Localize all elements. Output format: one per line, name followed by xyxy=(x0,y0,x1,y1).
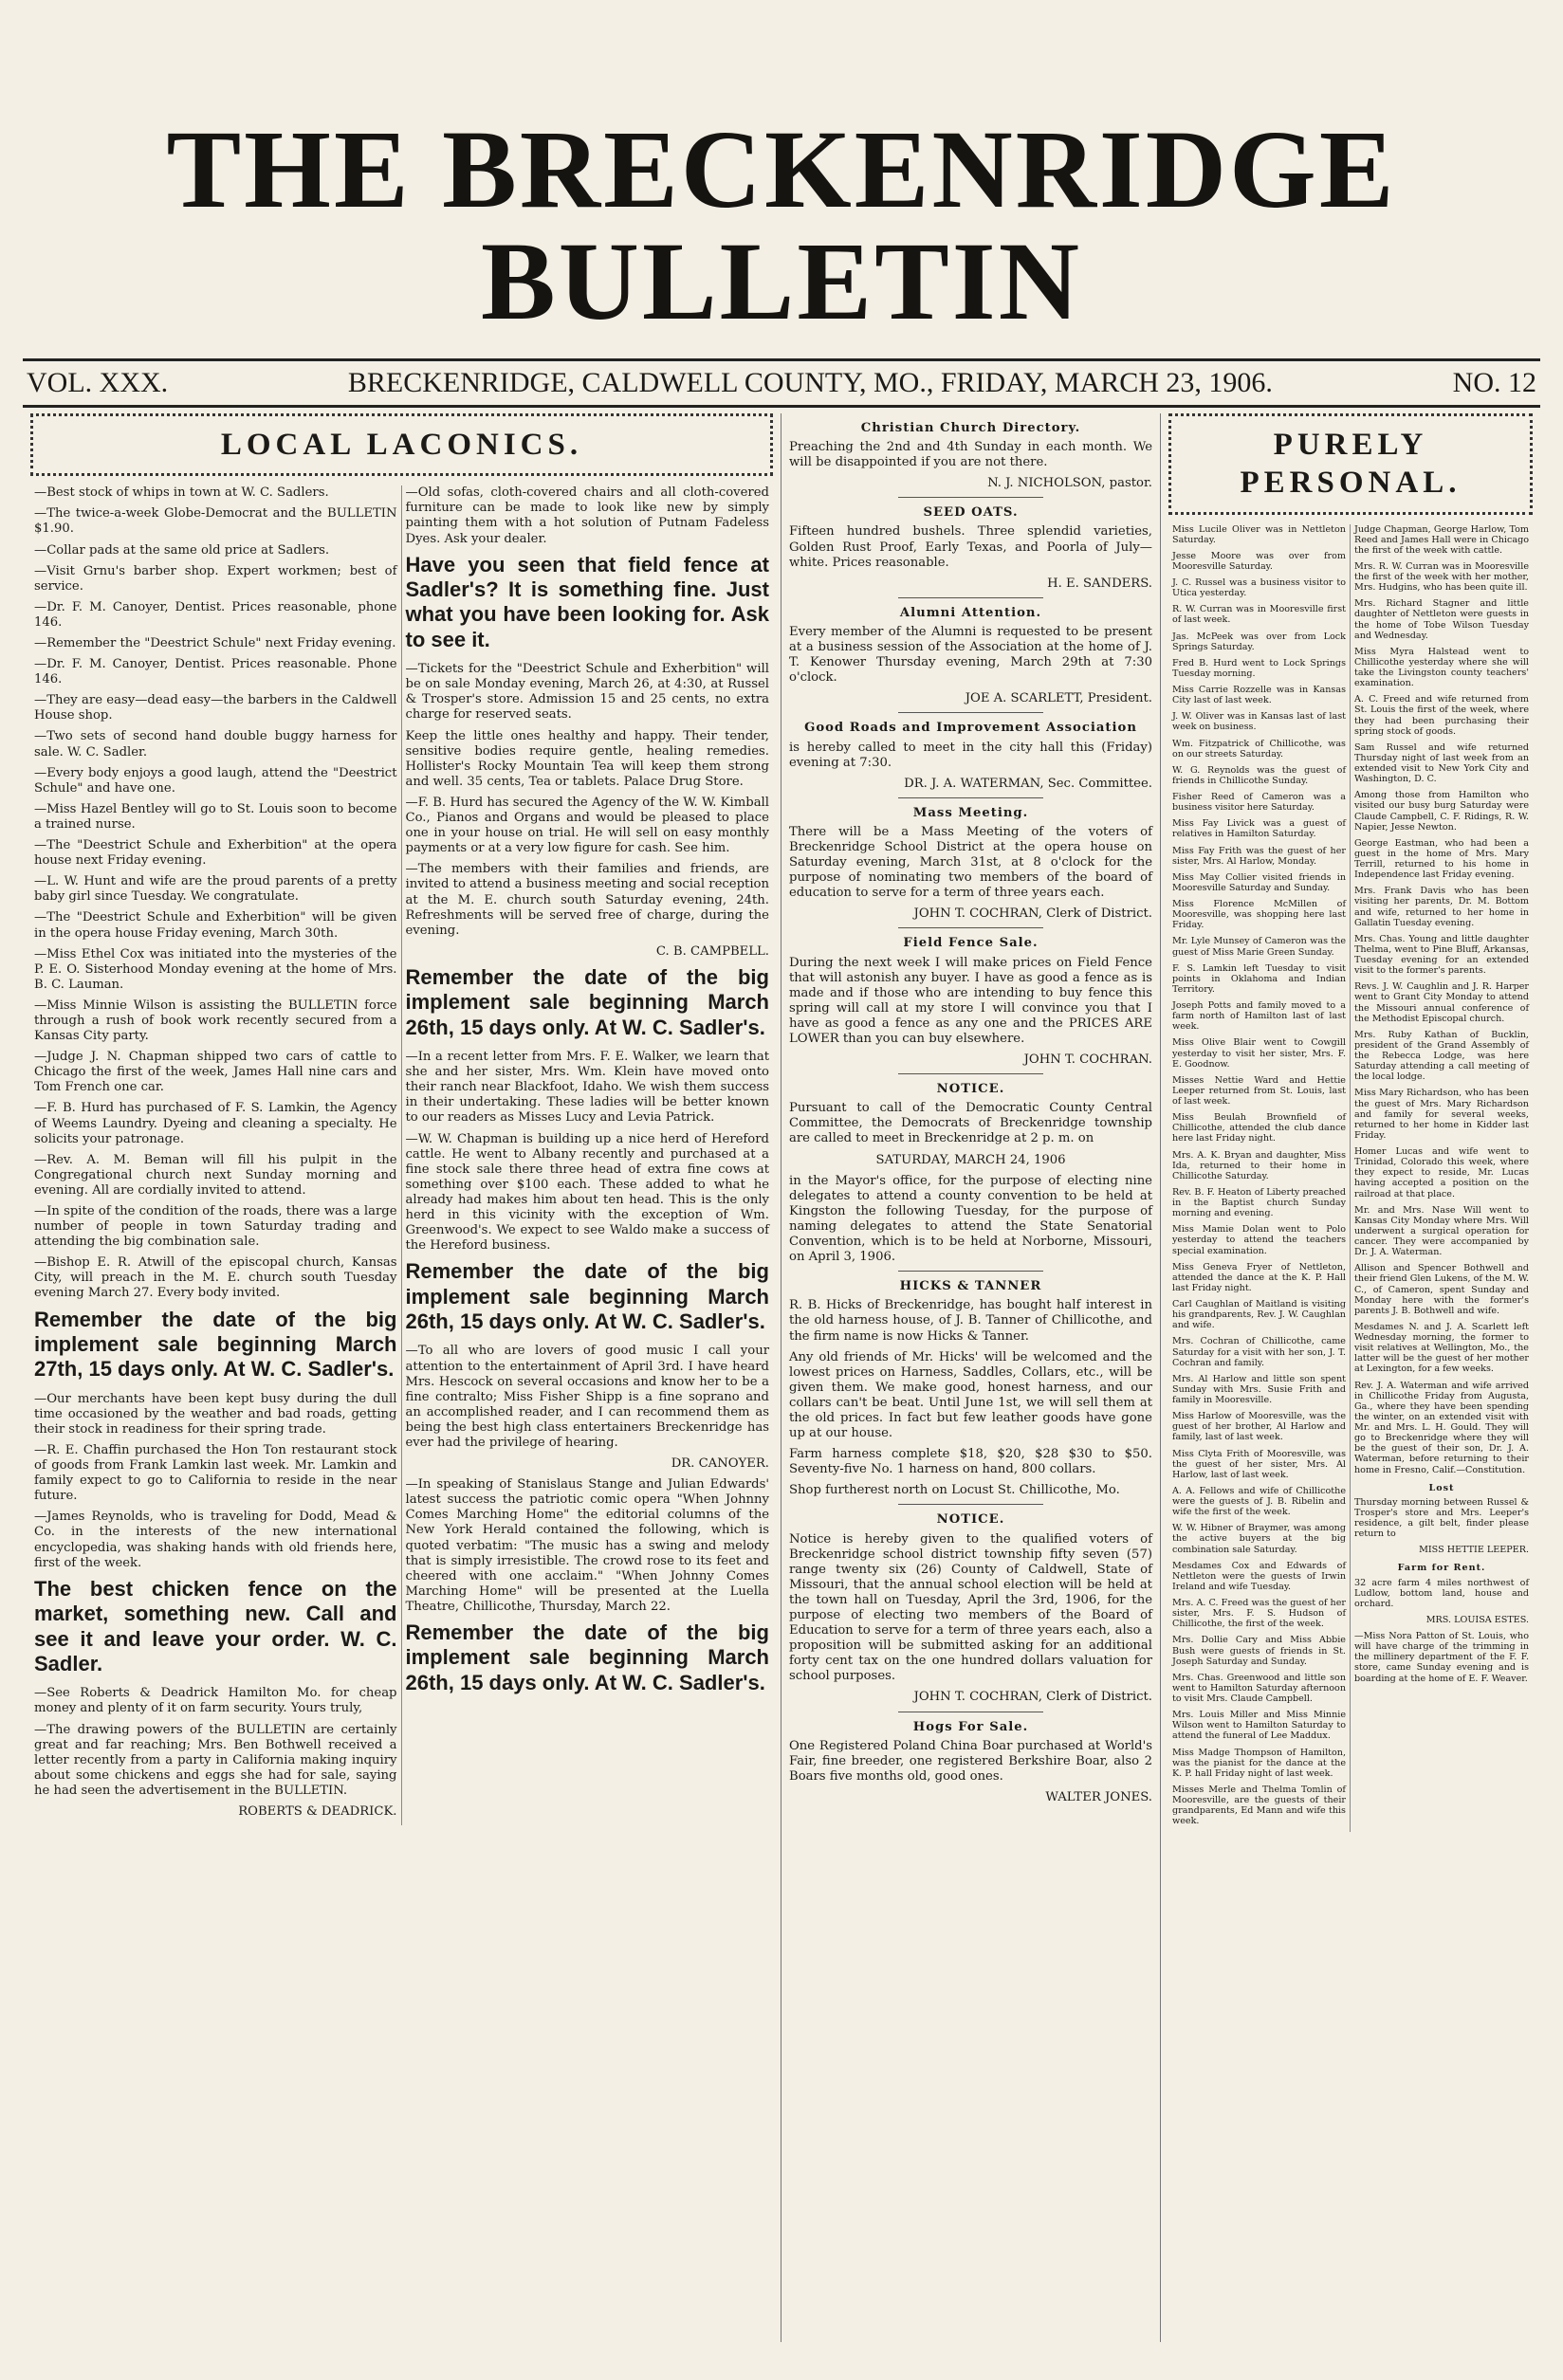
purely-personal-heading: PURELY PERSONAL. xyxy=(1168,413,1533,515)
alumni-text: Every member of the Alumni is requested to be present at a business session of the Association at the home of J. T. Kenower Thursday evening, March 29th at 7:30 o'clock. xyxy=(789,624,1152,686)
news-item: Carl Caughlan of Maitland is visiting his grandparents, Rev. J. W. Caughlan and wife. xyxy=(1172,1299,1346,1331)
news-item: Jas. McPeek was over from Lock Springs Saturday. xyxy=(1172,631,1346,652)
farm-rent-title: Farm for Rent. xyxy=(1397,1563,1486,1574)
dateline xyxy=(23,358,1540,408)
news-item: —Rev. A. M. Beman will fill his pulpit in the Congregational church next Sunday morning and evening. All are cordially invited to attend. xyxy=(34,1152,397,1198)
news-item: Homer Lucas and wife went to Trinidad, Colorado this week, where they expect to reside, Mr. Lucas having accepted a position on the railroad at that place. xyxy=(1354,1146,1529,1199)
local-items-a xyxy=(34,485,397,1301)
alumni-title: Alumni Attention. xyxy=(899,605,1042,620)
newspaper-page xyxy=(23,19,1540,2342)
news-item: Rev. J. A. Waterman and wife arrived in Chillicothe Friday from Augusta, Ga., where they have been spending the winter, on an extended visit with Mr. and Mrs. L. H. Gould. They will go to Breckenridge where they will be the guest of their son, Dr. J. A. Waterman, before returning to their home in Fresno, Calif.—Constitution. xyxy=(1354,1380,1529,1475)
personal-items-b xyxy=(1354,524,1529,1475)
fence-sale-text: During the next week I will make prices on Field Fence that will astonish any buyer. I have as good a fence as is made and if those who are intending to buy fence this spring will call at my store I will convince you that I have as good a fence as any one and the PRICES ARE LOWER than you can buy elsewhere. xyxy=(789,955,1152,1046)
mass-meeting-text: There will be a Mass Meeting of the voters of Breckenridge School District at the opera house on Saturday evening, March 31st, at 8 o'clock for the purpose of nominating two members of the board of education to serve for a term of three years each. xyxy=(789,824,1152,901)
local-laconics-heading: LOCAL LACONICS. xyxy=(30,413,773,476)
news-item: Fisher Reed of Cameron was a business visitor here Saturday. xyxy=(1172,792,1346,814)
news-item: Judge Chapman, George Harlow, Tom Reed and James Hall were in Chicago the first of the week with cattle. xyxy=(1354,523,1529,556)
news-item: Joseph Potts and family moved to a farm north of Hamilton last of last week. xyxy=(1172,1000,1346,1033)
implement-sale-ad-4: Remember the date of the big implement sale beginning March 26th, 15 days only. At W. C. Sadler's. xyxy=(405,1620,769,1694)
news-item: Mrs. Al Harlow and little son spent Sunday with Mrs. Susie Frith and family in Mooresville. xyxy=(1172,1373,1346,1405)
local-items-b5 xyxy=(406,1477,770,1615)
local-laconics-section xyxy=(23,413,782,2342)
news-item: —L. W. Hunt and wife are the proud parents of a pretty baby girl since Tuesday. We congratulate. xyxy=(34,874,397,905)
good-roads-text: is hereby called to meet in the city hall this (Friday) evening at 7:30. xyxy=(789,740,1152,770)
hicks-tanner-text-4: Shop furtherest north on Locust St. Chillicothe, Mo. xyxy=(789,1483,1120,1498)
news-item: Allison and Spencer Bothwell and their friend Glen Lukens, of the M. W. C., of Cameron, spent Sunday and Monday here with the former's parents J. B. Bothwell and wife. xyxy=(1354,1263,1529,1316)
mass-meeting-title: Mass Meeting. xyxy=(912,805,1029,820)
local-items-a2 xyxy=(34,1392,397,1571)
farm-rent-text: 32 acre farm 4 miles northwest of Ludlow, bottom land, house and orchard. xyxy=(1354,1577,1529,1609)
news-item: Miss Harlow of Mooresville, was the guest of her brother, Al Harlow and family, last of last week. xyxy=(1172,1411,1346,1443)
news-item: Mrs. A. K. Bryan and daughter, Miss Ida, returned to their home in Chillicothe Saturday. xyxy=(1172,1149,1346,1181)
news-item: R. W. Curran was in Mooresville first of last week. xyxy=(1172,604,1346,626)
news-item: Wm. Fitzpatrick of Chillicothe, was on our streets Saturday. xyxy=(1172,738,1346,760)
local-items-b2 xyxy=(406,662,770,939)
news-item: Fred B. Hurd went to Lock Springs Tuesday morning. xyxy=(1172,657,1346,679)
news-item: Revs. J. W. Caughlin and J. R. Harper went to Grant City Monday to attend the Missouri annual conference of the Methodist Episcopal church. xyxy=(1354,981,1529,1024)
news-item: Mrs. Chas. Young and little daughter Thelma, went to Pine Bluff, Arkansas, Tuesday evening for an extended visit to the former's parents. xyxy=(1354,933,1529,977)
purely-personal-section xyxy=(1161,413,1540,2342)
notice-text-2: in the Mayor's office, for the purpose of electing nine delegates to attend a county convention to be held at Kingston the following Tuesday, for the purpose of naming delegates to attend the State Senatorial Convention, which is to be held at Norborne, Missouri, on April 3, 1906. xyxy=(789,1173,1152,1265)
news-item: Mrs. Louis Miller and Miss Minnie Wilson went to Hamilton Saturday to attend the funeral of Lee Maddux. xyxy=(1172,1710,1346,1742)
news-item: —See Roberts & Deadrick Hamilton Mo. for cheap money and plenty of it on farm security. Yours truly, xyxy=(34,1686,397,1716)
news-item: —The drawing powers of the BULLETIN are certainly great and far reaching; Mrs. Ben Bothwell received a letter recently from a party in California making inquiry about some chickens and eggs she had for sale, saying he had seen the advertisement in the BULLETIN. xyxy=(34,1722,397,1798)
issue-number: NO. 12 xyxy=(1452,367,1536,398)
news-item: Jesse Moore was over from Mooresville Saturday. xyxy=(1172,550,1346,572)
notices-column xyxy=(782,413,1161,2342)
school-notice-title: NOTICE. xyxy=(936,1512,1005,1528)
news-item: Mrs. Chas. Greenwood and little son went to Hamilton Saturday afternoon to visit Mrs. Claude Campbell. xyxy=(1172,1672,1346,1704)
local-items-b xyxy=(406,485,770,546)
news-item: —R. E. Chaffin purchased the Hon Ton restaurant stock of goods from Frank Lamkin last week. Mr. Lamkin and family expect to go to California to reside in the near future. xyxy=(34,1443,397,1504)
church-directory-title: Christian Church Directory. xyxy=(860,421,1081,435)
news-item: —Two sets of second hand double buggy harness for sale. W. C. Sadler. xyxy=(34,729,397,760)
local-items-b4 xyxy=(406,1344,770,1451)
news-item: —Bishop E. R. Atwill of the episcopal church, Kansas City, will preach in the M. E. church south Tuesday evening March 27. Every body invited. xyxy=(34,1255,397,1301)
location-date: BRECKENRIDGE, CALDWELL COUNTY, MO., FRIDAY, MARCH 23, 1906. xyxy=(347,367,1273,398)
news-item: Misses Nettie Ward and Hettie Leeper returned from St. Louis, last of last week. xyxy=(1172,1074,1346,1107)
news-item: Miss Olive Blair went to Cowgill yesterday to visit her sister, Mrs. F. E. Goodnow. xyxy=(1172,1037,1346,1070)
news-item: —Dr. F. M. Canoyer, Dentist. Prices reasonable, phone 146. xyxy=(34,599,397,630)
field-fence-ad: Have you seen that field fence at Sadler's? It is something fine. Just what you have been looking for. Ask to see it. xyxy=(405,552,769,651)
hogs-signature: WALTER JONES. xyxy=(1045,1789,1152,1804)
news-item: —Old sofas, cloth-covered chairs and all cloth-covered furniture can be made to look like new by simply painting them with a hot solution of Putnam Fadeless Dyes. Ask your dealer. xyxy=(405,485,769,546)
news-item: —Remember the "Deestrict Schule" next Friday evening. xyxy=(34,636,396,650)
news-item: —The "Deestrict Schule and Exherbition" will be given in the opera house Friday evening, March 30th. xyxy=(34,910,397,941)
news-item: —The members with their families and friends, are invited to attend a business meeting and social reception at the M. E. church south Saturday evening, 24th. Refreshments will be served free of charge, during the evening. xyxy=(405,862,769,938)
personal-items-a xyxy=(1172,524,1346,1827)
notice-title: NOTICE. xyxy=(936,1082,1005,1097)
personal-column-left xyxy=(1168,524,1351,1833)
hicks-tanner-text-3: Farm harness complete $18, $20, $28 $30 to $50. Seventy-five No. 1 harness on hand, 800 collars. xyxy=(789,1447,1152,1477)
news-item: Mrs. Cochran of Chillicothe, came Saturday for a visit with her son, J. T. Cochran and family. xyxy=(1172,1336,1346,1368)
news-item: A. C. Freed and wife returned from St. Louis the first of the week, where they had been purchasing their spring stock of goods. xyxy=(1354,694,1529,737)
news-item: George Eastman, who had been a guest in the home of Mrs. Mary Terrill, returned to his home in Independence last Friday evening. xyxy=(1354,837,1529,881)
local-column-left xyxy=(30,485,402,1825)
news-item: —F. B. Hurd has secured the Agency of the W. W. Kimball Co., Pianos and Organs and would be pleased to place one in your house on trial. He will sell on easy monthly payments or at a very low figure for cash. See him. xyxy=(405,795,769,856)
masthead xyxy=(23,19,1540,408)
news-item: Miss Carrie Rozzelle was in Kansas City last of last week. xyxy=(1172,685,1346,706)
news-item: Mesdames N. and J. A. Scarlett left Wednesday morning, the former to visit relatives at Wellington, Mo., the latter will be the guest of her mother at Lexington, for a few weeks. xyxy=(1354,1321,1529,1375)
fence-sale-signature: JOHN T. COCHRAN. xyxy=(1023,1053,1152,1068)
news-item: Miss Geneva Fryer of Nettleton, attended the dance at the K. P. Hall last Friday night. xyxy=(1172,1261,1346,1293)
news-item: —James Reynolds, who is traveling for Dodd, Mead & Co. in the interests of the new international encyclopedia, was shaking hands with old friends here, first of the week. xyxy=(34,1510,397,1570)
news-item: —The twice-a-week Globe-Democrat and the BULLETIN $1.90. xyxy=(34,506,397,537)
news-item: Miss Lucile Oliver was in Nettleton Saturday. xyxy=(1172,523,1346,545)
hicks-tanner-title: HICKS & TANNER xyxy=(899,1279,1042,1294)
good-roads-signature: DR. J. A. WATERMAN, Sec. Committee. xyxy=(904,776,1152,791)
news-item: Among those from Hamilton who visited our busy burg Saturday were Claude Campbell, C. F. Ridings, R. W. Napier, Jesse Newton. xyxy=(1354,790,1529,833)
local-items-a3 xyxy=(34,1686,397,1799)
news-item: W. G. Reynolds was the guest of friends in Chillicothe Sunday. xyxy=(1172,764,1346,786)
news-item: Mrs. Dollie Cary and Miss Abbie Bush were guests of friends in St. Joseph Saturday and Sunday. xyxy=(1172,1635,1346,1667)
lost-title: Lost xyxy=(1428,1482,1455,1493)
seed-oats-title: SEED OATS. xyxy=(923,505,1019,521)
local-column-right xyxy=(402,485,774,1825)
news-item: Miss Florence McMillen of Mooresville, was shopping here last Friday. xyxy=(1172,899,1346,931)
divider xyxy=(898,1271,1043,1272)
volume-label: VOL. XXX. xyxy=(27,367,169,398)
news-item: J. W. Oliver was in Kansas last of last week on business. xyxy=(1172,711,1346,733)
news-item: —Miss Minnie Wilson is assisting the BULLETIN force through a rush of book work recently secured from a Kansas City party. xyxy=(34,998,397,1044)
news-item: Keep the little ones healthy and happy. Their tender, sensitive bodies require gentle, healing remedies. Hollister's Rocky Mountain Tea will keep them strong and well. 35 cents, Tea or tablets. Palace Drug Store. xyxy=(405,728,769,789)
news-item: Rev. B. F. Heaton of Liberty preached in the Baptist church Sunday morning and evening. xyxy=(1172,1186,1346,1219)
news-item: —Visit Grnu's barber shop. Expert workmen; best of service. xyxy=(34,563,397,594)
campbell-signature: C. B. CAMPBELL. xyxy=(655,943,769,959)
implement-sale-ad-3: Remember the date of the big implement sale beginning March 26th, 15 days only. At W. C. Sadler's. xyxy=(405,1259,769,1334)
news-item: Mrs. Richard Stagner and little daughter of Nettleton were guests in the home of Tobe Wilson Tuesday and Wednesday. xyxy=(1354,598,1529,641)
news-item: Mrs. Frank Davis who has been visiting her parents, Dr. M. Bottom and wife, returned to her home in Gallatin Tuesday evening. xyxy=(1354,886,1529,928)
news-item: Misses Merle and Thelma Tomlin of Mooresville, are the guests of their grandparents, Ed Mann and wife this week. xyxy=(1172,1784,1346,1827)
chicken-fence-ad: The best chicken fence on the market, something new. Call and see it and leave your order. W. C. Sadler. xyxy=(34,1576,397,1675)
fence-sale-title: Field Fence Sale. xyxy=(903,936,1039,951)
news-item: —F. B. Hurd has purchased of F. S. Lamkin, the Agency of Weems Laundry. Dyeing and cleaning a specialty. He solicits your patronage. xyxy=(34,1101,397,1146)
divider xyxy=(898,1073,1043,1074)
news-item: Mr. Lyle Munsey of Cameron was the guest of Miss Marie Green Sunday. xyxy=(1172,936,1346,958)
divider xyxy=(898,597,1043,598)
news-item: —Dr. F. M. Canoyer, Dentist. Prices reasonable. Phone 146. xyxy=(34,657,397,687)
news-item: Mr. and Mrs. Nase Will went to Kansas City Monday where Mrs. Will underwent a surgical operation for cancer. They were accompanied by Dr. J. A. Waterman. xyxy=(1354,1204,1529,1258)
news-item: Mrs. R. W. Curran was in Mooresville the first of the week with her mother, Mrs. Hudgins, who has been quite ill. xyxy=(1354,560,1529,594)
lost-signature: MISS HETTIE LEEPER. xyxy=(1419,1545,1529,1556)
implement-sale-ad: Remember the date of the big implement sale beginning March 27th, 15 days only. At W. C. Sadler's. xyxy=(34,1307,397,1382)
divider xyxy=(898,1504,1043,1505)
news-item: Miss Clyta Frith of Mooresville, was the guest of her sister, Mrs. Al Harlow, last of last week. xyxy=(1172,1448,1346,1480)
news-item: Miss Mary Richardson, who has been the guest of Mrs. Mary Richardson and family for several weeks, returned to her home in Kidder last Friday. xyxy=(1354,1088,1529,1141)
implement-sale-ad-2: Remember the date of the big implement sale beginning March 26th, 15 days only. At W. C. Sadler's. xyxy=(405,964,769,1039)
local-laconics-body xyxy=(30,485,773,1825)
news-item: W. W. Hibner of Braymer, was among the active buyers at the big combination sale Saturday. xyxy=(1172,1523,1346,1555)
news-item: Miss Myra Halstead went to Chillicothe yesterday where she will take the Livingston county teachers' examination. xyxy=(1354,646,1529,689)
school-notice-signature: JOHN T. COCHRAN, Clerk of District. xyxy=(913,1690,1152,1705)
lost-text: Thursday morning between Russel & Trosper's store and Mrs. Leeper's residence, a gilt belt, finder please return to xyxy=(1354,1496,1529,1540)
news-item: —They are easy—dead easy—the barbers in the Caldwell House shop. xyxy=(34,693,397,723)
divider xyxy=(898,712,1043,713)
news-item: —To all who are lovers of good music I call your attention to the entertainment of April 3rd. I have heard Mrs. Hescock on several occasions and know her to be a fine contralto; Miss Fisher Shipp is a fine soprano and an accomplished reader, and I can recommend them as being the best high class entertainers Breckenridge has ever had the privilege of hearing. xyxy=(405,1344,769,1450)
newspaper-title: THE BRECKENRIDGE BULLETIN xyxy=(166,107,1397,343)
mass-meeting-signature: JOHN T. COCHRAN, Clerk of District. xyxy=(913,906,1152,922)
notice-text: Pursuant to call of the Democratic County Central Committee, the Democrats of Breckenridge township are called to meet in Breckenridge at 2 p. m. on xyxy=(789,1101,1152,1146)
news-item: J. C. Russel was a business visitor to Utica yesterday. xyxy=(1172,577,1346,599)
news-item: A. A. Fellows and wife of Chillicothe were the guests of J. B. Ribelin and wife the first of the week. xyxy=(1172,1485,1346,1518)
news-item: Miss Mamie Dolan went to Polo yesterday to attend the teachers special examination. xyxy=(1172,1224,1346,1256)
news-item: Mesdames Cox and Edwards of Nettleton were the guests of Irwin Ireland and wife Tuesday. xyxy=(1172,1560,1346,1592)
news-item: Miss May Collier visited friends in Mooresville Saturday and Sunday. xyxy=(1172,871,1346,893)
school-notice-text: Notice is hereby given to the qualified voters of Breckenridge school district township fifty seven (57) range twenty six (26) County of Caldwell, State of Missouri, that the annual school election will be held at the town hall on Tuesday, April the 3rd, 1906, for the purpose of electing two members of the Board of Education to serve for a term of three years each, also a proposition will be submitted asking for an additional forty cent tax on the one hundred dollars valuation for school purposes. xyxy=(789,1531,1152,1684)
news-item: Miss Fay Frith was the guest of her sister, Mrs. Al Harlow, Monday. xyxy=(1172,845,1346,867)
farm-rent-signature: MRS. LOUISA ESTES. xyxy=(1425,1614,1529,1625)
news-item: —Every body enjoys a good laugh, attend the "Deestrict Schule" and have one. xyxy=(34,765,397,796)
news-item: Mrs. Ruby Kathan of Bucklin, president of the Grand Assembly of the Rebecca Lodge, was here Saturday attending a call meeting of the local lodge. xyxy=(1354,1029,1529,1083)
news-item: —In spite of the condition of the roads, there was a large number of people in town Saturday trading and attending the big combination sale. xyxy=(34,1204,397,1250)
news-item: —Miss Hazel Bentley will go to St. Louis soon to become a trained nurse. xyxy=(34,801,397,832)
hicks-tanner-text: R. B. Hicks of Breckenridge, has bought half interest in the old harness house, of J. B. Tanner of Chillicothe, and the firm name is now Hicks & Tanner. xyxy=(789,1298,1152,1344)
news-item: —Our merchants have been kept busy during the dull time occasioned by the weather and bad roads, getting their stock in readiness for their spring trade. xyxy=(34,1391,397,1437)
church-directory-text: Preaching the 2nd and 4th Sunday in each month. We will be disappointed if you are not there. xyxy=(789,440,1152,470)
personal-column-right xyxy=(1351,524,1533,1833)
news-item: —Judge J. N. Chapman shipped two cars of cattle to Chicago the first of the week, James Hall nine cars and Tom French one car. xyxy=(34,1050,397,1095)
divider xyxy=(898,927,1043,928)
news-item: —W. W. Chapman is building up a nice herd of Hereford cattle. He went to Albany recently and purchased at a fine stock sale there three head of extra fine cows at something over $100 each. These added to what he already had makes him about ten head. This is the only herd in this vicinity with the exception of Wm. Greenwood's. We expect to see Waldo make a success of the Hereford business. xyxy=(405,1131,769,1254)
news-item: Mrs. A. C. Freed was the guest of her sister, Mrs. F. S. Hudson of Chillicothe, the first of the week. xyxy=(1172,1598,1346,1630)
seed-oats-text: Fifteen hundred bushels. Three splendid varieties, Golden Rust Proof, Early Texas, and Poorla of July—white. Prices reasonable. xyxy=(789,524,1152,570)
news-item: —Collar pads at the same old price at Sadlers. xyxy=(34,542,330,558)
alumni-signature: JOE A. SCARLETT, President. xyxy=(965,691,1152,706)
millinery-notice: —Miss Nora Patton of St. Louis, who will have charge of the trimming in the millinery department of the F. F. store, came Sunday evening and is boarding at the home of E. F. Weaver. xyxy=(1354,1631,1529,1684)
news-item: —The "Deestrict Schule and Exherbition" at the opera house next Friday evening. xyxy=(34,838,397,869)
notice-date: SATURDAY, MARCH 24, 1906 xyxy=(875,1152,1066,1167)
church-directory-signature: N. J. NICHOLSON, pastor. xyxy=(987,476,1152,491)
news-item: F. S. Lamkin left Tuesday to visit points in Oklahoma and Indian Territory. xyxy=(1172,962,1346,995)
seed-oats-signature: H. E. SANDERS. xyxy=(1047,576,1152,591)
roberts-deadrick-signature: ROBERTS & DEADRICK. xyxy=(238,1803,397,1819)
divider xyxy=(898,797,1043,798)
news-item: Miss Beulah Brownfield of Chillicothe, attended the club dance here last Friday night. xyxy=(1172,1112,1346,1144)
personal-body xyxy=(1168,524,1533,1833)
news-item: Sam Russel and wife returned Thursday night of last week from an extended visit to New York City and Washington, D. C. xyxy=(1354,741,1529,785)
hogs-text: One Registered Poland China Boar purchased at World's Fair, fine breeder, one registered Berkshire Boar, also 2 Boars five months old, good ones. xyxy=(789,1738,1152,1784)
news-item: Miss Fay Livick was a guest of relatives in Hamilton Saturday. xyxy=(1172,818,1346,840)
hogs-title: Hogs For Sale. xyxy=(912,1719,1029,1734)
article-columns xyxy=(23,413,1540,2342)
news-item: —Miss Ethel Cox was initiated into the mysteries of the P. E. O. Sisterhood Monday evening at the home of Mrs. B. C. Lauman. xyxy=(34,946,397,992)
news-item: Miss Madge Thompson of Hamilton, was the pianist for the dance at the K. P. hall Friday night of last week. xyxy=(1172,1747,1346,1779)
divider xyxy=(898,497,1043,498)
news-item: —In speaking of Stanislaus Stange and Julian Edwards' latest success the patriotic comic opera "When Johnny Comes Marching Home" the editorial columns of the New York Herald contained the following, which is quoted verbatim: "The music has a swing and melody that is simply irresistible. The crowd rose to its feet and cheered with one acclaim." "When Johnny Comes Marching Home" will be presented at the Luella Theatre, Chillicothe, Thursday, March 22. xyxy=(405,1477,769,1614)
news-item: —Tickets for the "Deestrict Schule and Exherbition" will be on sale Monday evening, March 26, at 4:30, at Russel & Trosper's store. Admission 15 and 25 cents, no extra charge for reserved seats. xyxy=(405,662,769,723)
news-item: —In a recent letter from Mrs. F. E. Walker, we learn that she and her sister, Mrs. Wm. Klein have moved onto their ranch near Blackfoot, Idaho. We wish them success in their undertaking. These ladies will be better known to our readers as Misses Lucy and Levia Patrick. xyxy=(405,1050,769,1126)
hicks-tanner-text-2: Any old friends of Mr. Hicks' will be welcomed and the lowest prices on Harness, Saddles, Collars, etc., will be given them. We make good, honest harness, and our collars can't be beat. Until June 1st, we will sell them at the old prices. In fact but few leather goods have gone up at our house. xyxy=(789,1349,1152,1441)
local-items-b3 xyxy=(406,1050,770,1254)
good-roads-title: Good Roads and Improvement Association xyxy=(804,721,1137,736)
news-item: —Best stock of whips in town at W. C. Sadlers. xyxy=(34,485,329,501)
canoyer-signature: DR. CANOYER. xyxy=(671,1456,769,1472)
